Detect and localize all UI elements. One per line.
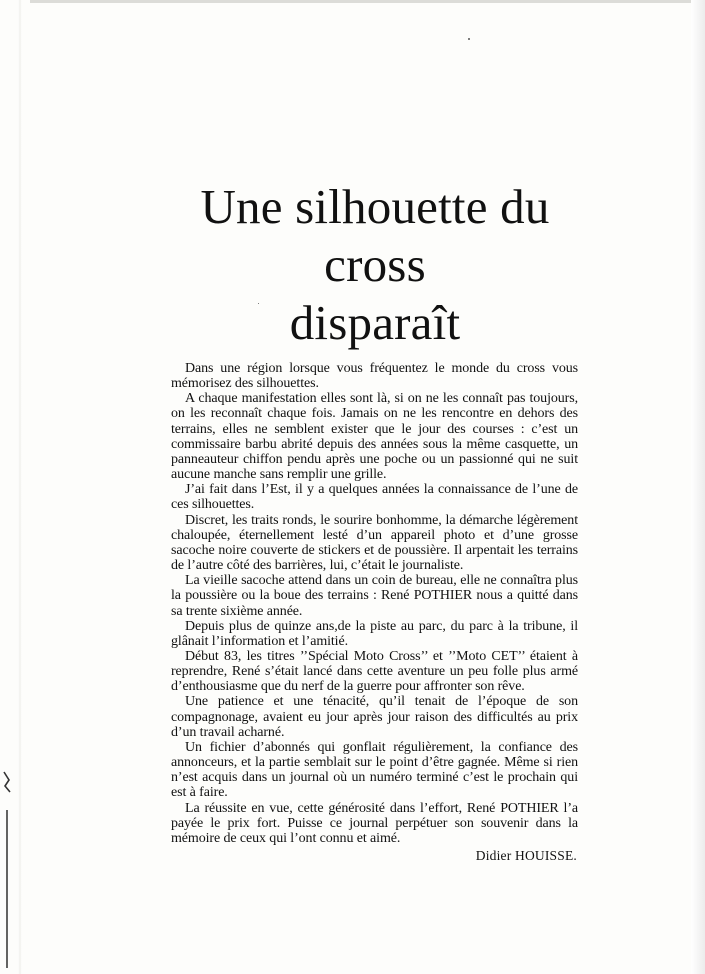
article-title (150, 178, 600, 352)
article-paragraph: Une patience et une ténacité, qu’il tenait de l’époque de son compagnonage, avaient eu jour après jour raison des difficultés au prix d’un travail acharné. (171, 694, 578, 740)
paper-speck (468, 38, 470, 40)
title-line: Une silhouette du (200, 179, 550, 234)
article-paragraph: Début 83, les titres ’’Spécial Moto Cross’’ et ’’Moto CET’’ étaient à reprendre, René s’était lancé dans cette aventure un peu folle plus armé d’enthousiasme que du nerf de la guerre pour affronter son rêve. (171, 648, 578, 695)
article-paragraph: Un fichier d’abonnés qui gonflait régulièrement, la confiance des annonceurs, et la partie semblait sur le point d’être gagnée. Même si rien n’est acquis dans un journal où un numéro terminé c’est le prochain qui est à faire. (171, 739, 578, 801)
title-line: disparaît (289, 295, 461, 350)
title-line: cross (324, 237, 426, 292)
binding-mark (0, 770, 14, 970)
article-paragraph: J’ai fait dans l’Est, il y a quelques années la connaissance de l’une de ces silhouettes. (171, 482, 578, 513)
article-paragraph: Depuis plus de quinze ans,de la piste au parc, du parc à la tribune, il glânait l’information et l’amitié. (171, 618, 578, 649)
page-edge-left (18, 0, 22, 974)
article-paragraph: La vieille sacoche attend dans un coin de bureau, elle ne connaîtra plus la poussière ou la boue des terrains : René POTHIER nous a quitté dans sa trente sixième année. (171, 573, 578, 619)
page-edge-top (30, 0, 705, 3)
author-signature: Didier HOUISSE. (475, 848, 577, 863)
article-paragraph: Dans une région lorsque vous fréquentez le monde du cross vous mémorisez des silhouettes. (171, 361, 578, 392)
article-paragraph: La réussite en vue, cette générosité dans l’effort, René POTHIER l’a payée le prix fort. Puisse ce journal perpétuer son souvenir dans la mémoire de ceux qui l’ont connu et aimé. (171, 800, 578, 846)
article-body (171, 361, 578, 846)
page-edge-right (691, 0, 705, 974)
article-paragraph: A chaque manifestation elles sont là, si on ne les connaît pas toujours, on les reconnaît chaque fois. Jamais on ne les rencontre en dehors des terrains, elles ne semblent exister que le jour des courses : c’est un commissaire barbu abrité depuis des années sous la même casquette, un panneauteur chiffon pendu après une poche ou un passionné qui ne suit aucune manche sans remplir une grille. (171, 391, 578, 483)
article-paragraph: Discret, les traits ronds, le sourire bonhomme, la démarche légèrement chaloupée, éternellement lesté d’un appareil photo et d’une grosse sacoche noire couverte de stickers et de poussière. Il arpentait les terrains de l’autre côté des barrières, lui, c’était le journaliste. (171, 512, 578, 574)
